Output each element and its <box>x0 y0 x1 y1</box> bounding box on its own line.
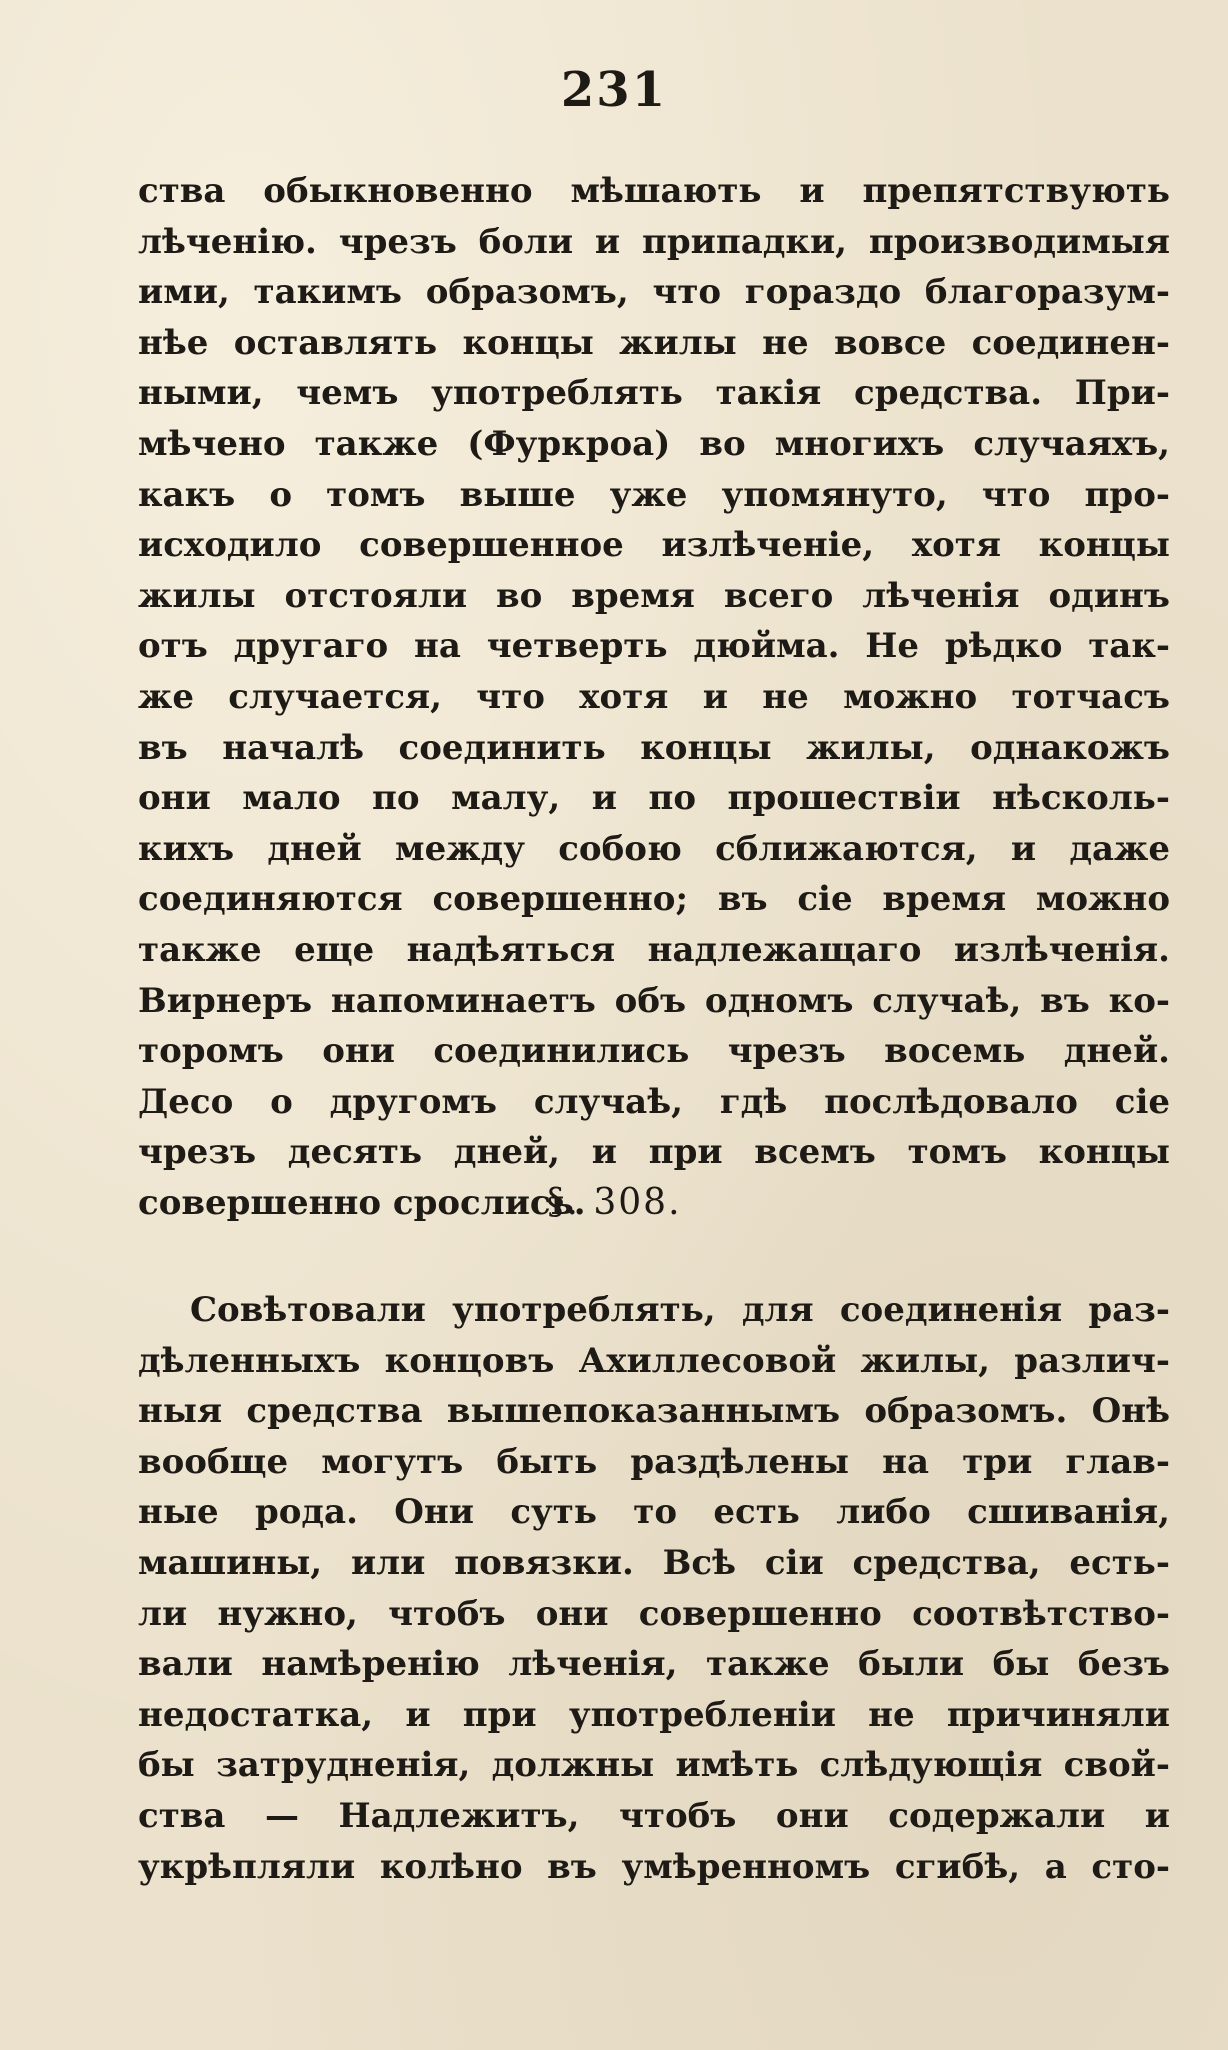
text-line: недостатка, и при употребленіи не причиняли <box>138 1694 1170 1735</box>
text-line: Совѣтовали употреблять, для соединенія раз- <box>190 1290 1170 1330</box>
text-line: чрезъ десять дней, и при всемъ томъ концы <box>138 1132 1170 1173</box>
text-line: дѣленныхъ концовъ Ахиллесовой жилы, различ- <box>138 1340 1170 1381</box>
text-line: вообще могутъ быть раздѣлены на три глав- <box>138 1441 1170 1482</box>
text-line: ли нужно, чтобъ они совершенно соотвѣтство- <box>138 1593 1170 1634</box>
text-line: Десо о другомъ случаѣ, гдѣ послѣдовало сіе <box>138 1081 1170 1122</box>
text-line: укрѣпляли колѣно въ умѣренномъ сгибѣ, а сто- <box>138 1846 1170 1887</box>
text-line: бы затрудненія, должны имѣть слѣдующія свой- <box>138 1745 1170 1786</box>
text-line: соединяются совершенно; въ сіе время можно <box>138 879 1170 920</box>
paragraph-2 <box>138 1285 1170 1892</box>
text-line: жилы отстояли во время всего лѣченія одинъ <box>138 575 1170 616</box>
text-line: мѣчено также (Фуркроа) во многихъ случаяхъ, <box>138 423 1170 464</box>
text-line: ныя средства вышепоказаннымъ образомъ. Онѣ <box>138 1391 1170 1432</box>
text-line: въ началѣ соединить концы жилы, однакожъ <box>138 727 1170 768</box>
text-line: ими, такимъ образомъ, что гораздо благоразум- <box>138 272 1170 313</box>
text-line: отъ другаго на четверть дюйма. Не рѣдко так- <box>138 626 1170 667</box>
text-line: машины, или повязки. Всѣ сіи средства, есть- <box>138 1542 1170 1583</box>
page-number: 231 <box>560 62 668 118</box>
text-line: совершенно срослись. <box>138 1182 586 1223</box>
text-line: ными, чемъ употреблять такія средства. При- <box>138 373 1170 414</box>
text-line: торомъ они соединились чрезъ восемь дней. <box>138 1031 1170 1072</box>
text-line: ства обыкновенно мѣшають и препятствують <box>138 171 1170 211</box>
text-line: ные рода. Они суть то есть либо сшиванія, <box>138 1492 1170 1533</box>
paragraph-1 <box>138 166 1170 1228</box>
text-line: же случается, что хотя и не можно тотчасъ <box>138 676 1170 717</box>
text-line: вали намѣренію лѣченія, также были бы безъ <box>138 1644 1170 1685</box>
text-line: лѣченію. чрезъ боли и припадки, производимыя <box>138 221 1170 262</box>
section-heading: §. 308. <box>546 1182 682 1223</box>
text-line: нѣе оставлять концы жилы не вовсе соединен- <box>138 322 1170 363</box>
text-line: Вирнеръ напоминаетъ объ одномъ случаѣ, въ ко- <box>138 980 1170 1021</box>
text-line: ства — Надлежитъ, чтобъ они содержали и <box>138 1795 1170 1836</box>
text-line: также еще надѣяться надлежащаго излѣченія. <box>138 929 1170 970</box>
text-line: они мало по малу, и по прошествіи нѣсколь- <box>138 778 1170 819</box>
text-line: кихъ дней между собою сближаются, и даже <box>138 828 1170 869</box>
text-line: исходило совершенное излѣченіе, хотя концы <box>138 525 1170 566</box>
text-line: какъ о томъ выше уже упомянуто, что про- <box>138 474 1170 515</box>
